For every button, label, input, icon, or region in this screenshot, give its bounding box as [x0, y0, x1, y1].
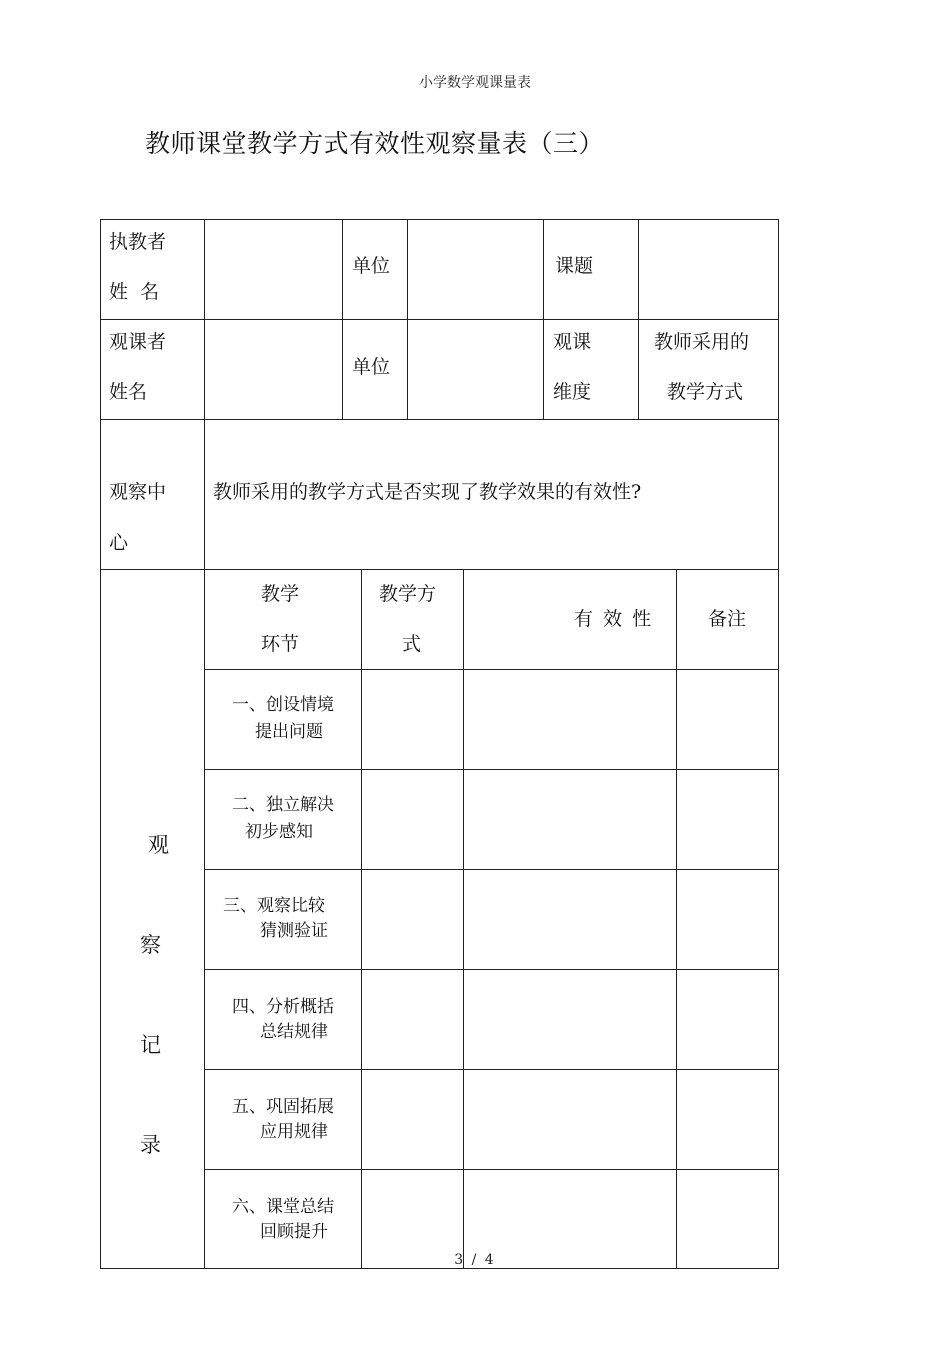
page-number: 3 / 4: [454, 1252, 496, 1268]
stage-label: 应用规律: [260, 1122, 328, 1142]
record-side-char: 察: [140, 933, 161, 957]
observer-name-label: 姓名: [109, 381, 148, 403]
stage-label: 初步感知: [245, 822, 313, 842]
method-header: 教学方: [379, 583, 437, 605]
row-divider: [205, 1169, 779, 1170]
row-divider: [205, 969, 779, 970]
teacher-name-label: 执教者: [109, 231, 167, 253]
dimension-value: 教学方式: [667, 381, 744, 403]
stage-header: 教学: [261, 583, 300, 605]
row-divider: [205, 869, 779, 870]
row-divider: [205, 669, 779, 670]
dimension-label: 维度: [553, 381, 592, 403]
column-divider: [543, 219, 544, 419]
table-border: [100, 1268, 779, 1269]
stage-label: 四、分析概括: [232, 997, 334, 1017]
topic-label: 课题: [555, 255, 594, 277]
column-divider: [204, 219, 205, 1269]
dimension-label: 观课: [553, 331, 592, 353]
row-divider: [205, 769, 779, 770]
record-side-char: 记: [140, 1033, 161, 1057]
column-divider: [463, 569, 464, 1269]
notes-header: 备注: [708, 608, 747, 630]
stage-label: 三、观察比较: [223, 896, 325, 916]
unit-label: 单位: [352, 255, 391, 277]
row-divider: [205, 1069, 779, 1070]
page-header: 小学数学观课量表: [419, 75, 531, 91]
stage-header: 环节: [261, 633, 300, 655]
table-border: [100, 219, 101, 1269]
document-title: 教师课堂教学方式有效性观察量表（三）: [145, 129, 605, 158]
method-header: 式: [402, 633, 422, 655]
effectiveness-header: 有 效 性: [574, 608, 654, 630]
row-divider: [100, 419, 779, 420]
stage-label: 一、创设情境: [232, 695, 334, 715]
stage-label: 六、课堂总结: [232, 1197, 334, 1217]
column-divider: [676, 569, 677, 1269]
stage-label: 回顾提升: [260, 1222, 328, 1242]
stage-label: 猜测验证: [260, 921, 328, 941]
observation-table: [100, 219, 779, 1269]
record-side-char: 观: [148, 833, 169, 857]
focus-label: 观察中: [109, 481, 167, 503]
column-divider: [361, 569, 362, 1269]
unit-label: 单位: [352, 356, 391, 378]
observer-name-label: 观课者: [109, 331, 167, 353]
focus-label: 心: [109, 532, 129, 554]
focus-text: 教师采用的教学方式是否实现了教学效果的有效性?: [213, 481, 642, 503]
column-divider: [638, 219, 639, 419]
stage-label: 提出问题: [255, 722, 323, 742]
record-side-char: 录: [140, 1133, 161, 1157]
row-divider: [100, 569, 779, 570]
stage-label: 五、巩固拓展: [232, 1097, 334, 1117]
table-border: [100, 219, 779, 220]
table-border: [778, 219, 779, 1269]
dimension-value: 教师采用的: [654, 331, 750, 353]
row-divider: [100, 319, 779, 320]
stage-label: 总结规律: [260, 1022, 328, 1042]
column-divider: [407, 219, 408, 419]
teacher-name-label: 姓 名: [109, 281, 160, 303]
column-divider: [342, 219, 343, 419]
stage-label: 二、独立解决: [232, 795, 334, 815]
